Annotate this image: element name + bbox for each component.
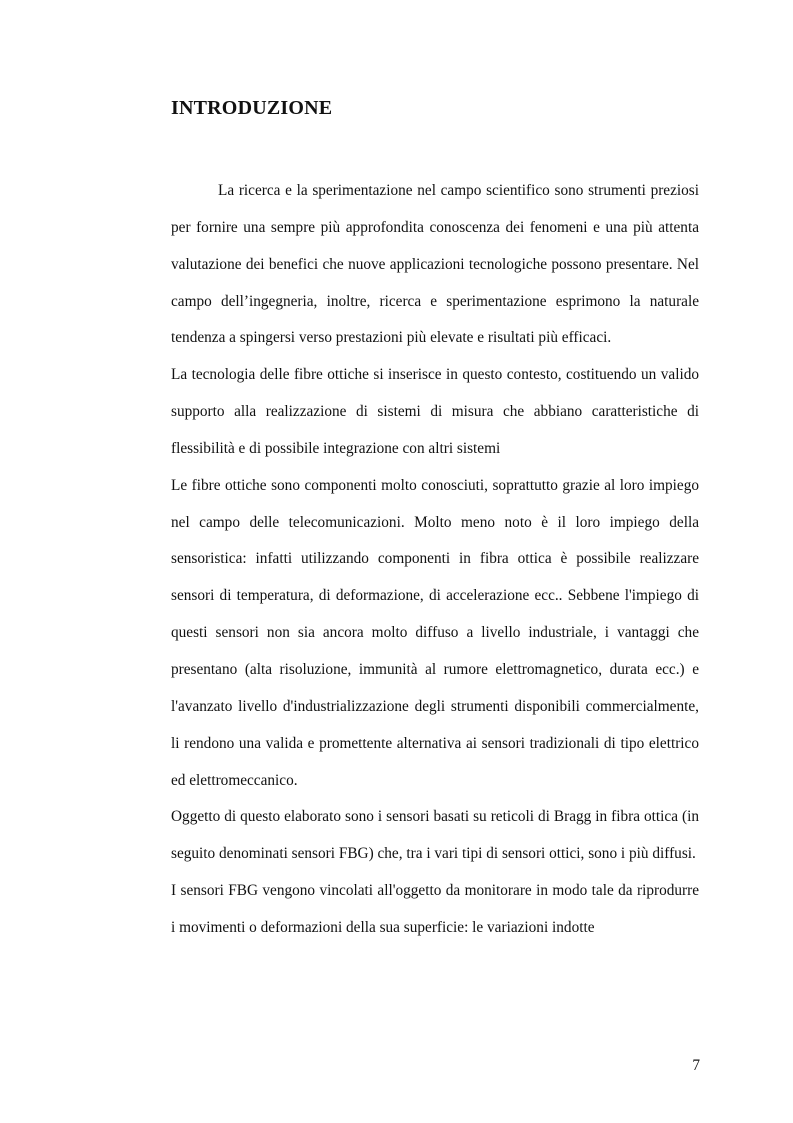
- paragraph-5: I sensori FBG vengono vincolati all'oggetto da monitorare in modo tale da riprodurre i movimenti o deformazioni della sua superficie: le variazioni indotte: [171, 882, 699, 936]
- paragraph-3: Le fibre ottiche sono componenti molto conosciuti, soprattutto grazie al loro impiego nel campo delle telecomunicazioni. Molto meno noto è il loro impiego della sensoristica: infatti utilizzando componenti in fibra ottica è possibile realizzare sensori di temperatura, di deformazione, di accelerazione ecc.. Sebbene l'impiego di questi sensori non sia ancora molto diffuso a livello industriale, i vantaggi che presentano (alta risoluzione, immunità al rumore elettromagnetico, durata ecc.) e l'avanzato livello d'industrializzazione degli strumenti disponibili commercialmente, li rendono una valida e promettente alternativa ai sensori tradizionali di tipo elettrico ed elettromeccanico.: [171, 476, 699, 789]
- page-number: 7: [692, 1057, 700, 1074]
- paragraph-1: La ricerca e la sperimentazione nel campo scientifico sono strumenti preziosi per fornire una sempre più approfondita conoscenza dei fenomeni e una più attenta valutazione dei benefici che nuove applicazioni tecnologiche possono presentare. Nel campo dell’ingegneria, inoltre, ricerca e sperimentazione esprimono la naturale tendenza a spingersi verso prestazioni più elevate e risultati più efficaci.: [171, 182, 699, 347]
- paragraph-4: Oggetto di questo elaborato sono i sensori basati su reticoli di Bragg in fibra ottica (in seguito denominati sensori FBG) che, tra i vari tipi di sensori ottici, sono i più diffusi.: [171, 808, 699, 863]
- body-text: [171, 173, 699, 947]
- chapter-heading: INTRODUZIONE: [171, 97, 333, 119]
- paragraph-2: La tecnologia delle fibre ottiche si inserisce in questo contesto, costituendo un valido supporto alla realizzazione di sistemi di misura che abbiano caratteristiche di flessibilità e di possibile integrazione con altri sistemi: [171, 366, 699, 457]
